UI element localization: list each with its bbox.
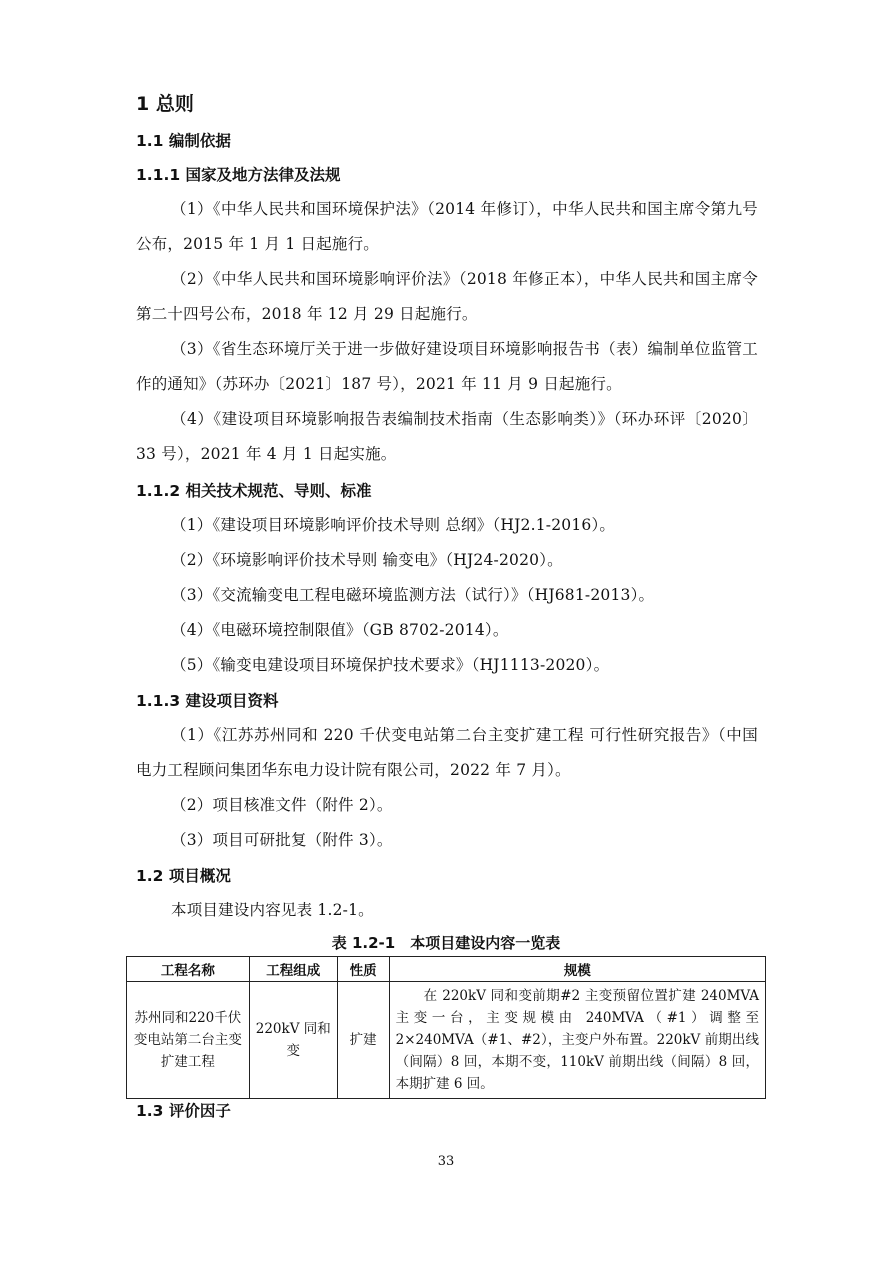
material-item-3: （3）项目可研批复（附件 3）。	[171, 831, 393, 849]
header-composition: 工程组成	[249, 957, 337, 982]
standard-item-2: （2）《环境影响评价技术导则 输变电》（HJ24-2020）。	[171, 551, 563, 569]
cell-project-name: 苏州同和220千伏变电站第二台主变扩建工程	[127, 982, 250, 1099]
header-project-name: 工程名称	[127, 957, 250, 982]
table-row	[127, 982, 766, 1099]
standard-item-3: （3）《交流输变电工程电磁环境监测方法（试行）》（HJ681-2013）。	[171, 586, 655, 604]
section-heading-1-1-2: 1.1.2 相关技术规范、导则、标准	[136, 482, 372, 500]
standard-item-1: （1）《建设项目环境影响评价技术导则 总纲》（HJ2.1-2016）。	[171, 516, 616, 534]
construction-content-table	[126, 956, 766, 1099]
chapter-heading: 1 总则	[136, 93, 194, 115]
material-item-2: （2）项目核准文件（附件 2）。	[171, 796, 393, 814]
header-nature: 性质	[337, 957, 389, 982]
law-item-3: （3）《省生态环境厅关于进一步做好建设项目环境影响报告书（表）编制单位监管工作的通知》（苏环办〔2021〕187 号），2021 年 11 月 9 日起施行。	[136, 340, 758, 393]
cell-composition: 220kV 同和变	[249, 982, 337, 1099]
overview-intro: 本项目建设内容见表 1.2-1。	[171, 901, 374, 919]
section-heading-1-1-1: 1.1.1 国家及地方法律及法规	[136, 166, 341, 184]
section-heading-1-1-3: 1.1.3 建设项目资料	[136, 692, 279, 710]
page-number: 33	[437, 1154, 455, 1169]
header-scale: 规模	[389, 957, 765, 982]
law-item-1: （1）《中华人民共和国环境保护法》（2014 年修订），中华人民共和国主席令第九号公布，2015 年 1 月 1 日起施行。	[136, 200, 758, 253]
law-item-4: （4）《建设项目环境影响报告表编制技术指南（生态影响类）》（环办环评〔2020〕33 号），2021 年 4 月 1 日起实施。	[136, 410, 758, 463]
standard-item-5: （5）《输变电建设项目环境保护技术要求》（HJ1113-2020）。	[171, 656, 610, 674]
section-heading-1-1: 1.1 编制依据	[136, 132, 231, 150]
standard-item-4: （4）《电磁环境控制限值》（GB 8702-2014）。	[171, 621, 509, 639]
section-heading-1-2: 1.2 项目概况	[136, 867, 231, 885]
table-header-row	[127, 957, 766, 982]
material-item-1: （1）《江苏苏州同和 220 千伏变电站第二台主变扩建工程 可行性研究报告》（中国电力工程顾问集团华东电力设计院有限公司，2022 年 7 月）。	[136, 726, 758, 779]
section-heading-1-3: 1.3 评价因子	[136, 1102, 231, 1120]
cell-nature: 扩建	[337, 982, 389, 1099]
law-item-2: （2）《中华人民共和国环境影响评价法》（2018 年修正本），中华人民共和国主席令第二十四号公布，2018 年 12 月 29 日起施行。	[136, 270, 758, 323]
cell-scale: 在 220kV 同和变前期#2 主变预留位置扩建 240MVA 主变一台，主变规模由 240MVA（#1）调整至 2×240MVA（#1、#2），主变户外布置。220kV 前期出线（间隔）8 回，本期不变，110kV 前期出线（间隔）8 回，本期扩建 6 回。	[389, 982, 765, 1099]
table-caption: 表 1.2-1 本项目建设内容一览表	[331, 934, 561, 952]
